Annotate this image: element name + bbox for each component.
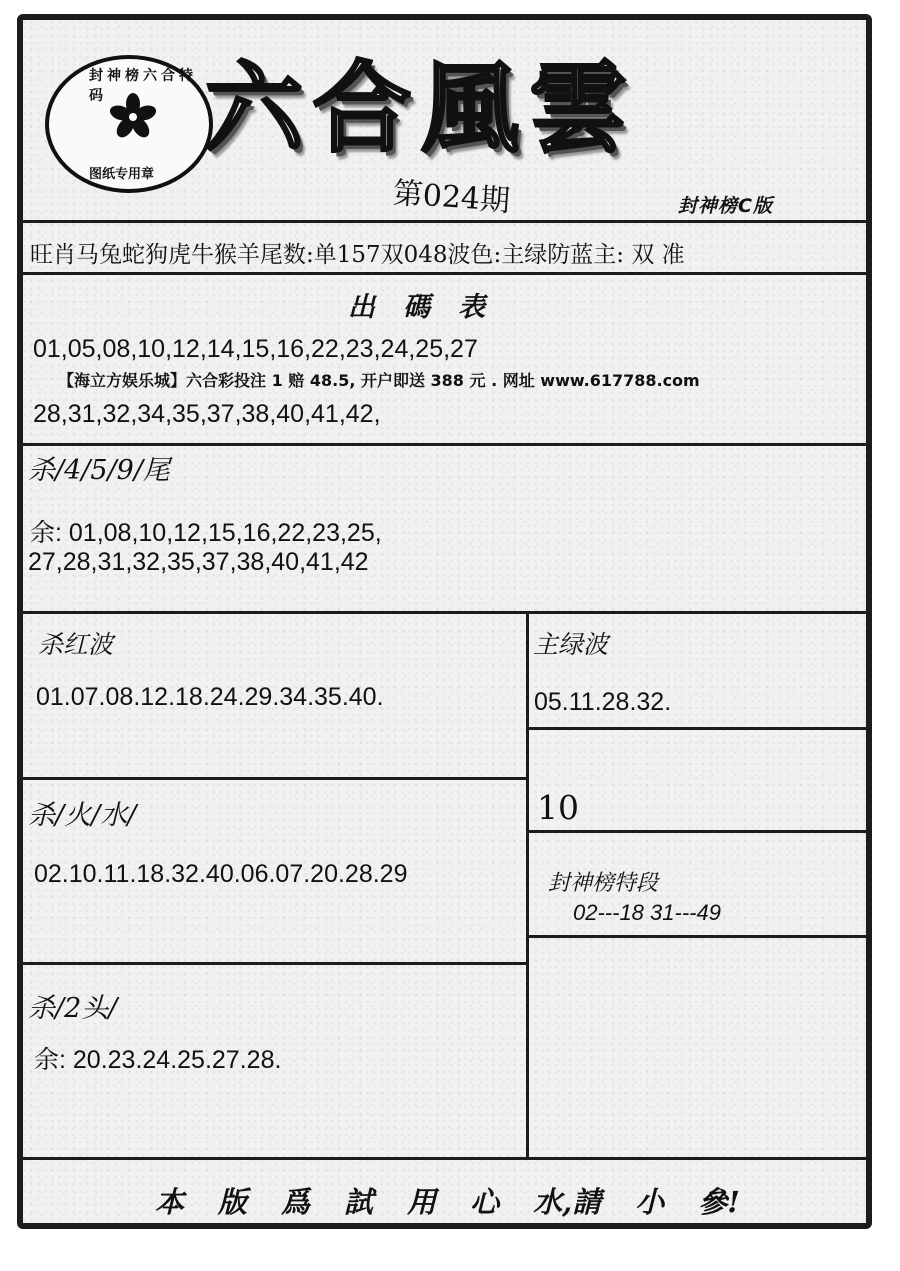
- special-segment-label: 封神榜特段: [548, 871, 659, 896]
- kill-red-numbers: 01.07.08.12.18.24.29.34.35.40.: [36, 683, 384, 711]
- divider-header: [23, 220, 866, 223]
- kill-head-numbers: 余: 20.23.24.25.27.28.: [34, 1046, 282, 1074]
- single-number: 10: [537, 788, 579, 827]
- kill-fire-water-label: 杀/火/水/: [28, 800, 137, 831]
- footer-char: 爲: [281, 1185, 311, 1219]
- divider-right-3: [528, 935, 866, 938]
- footer-char: 版: [218, 1185, 248, 1219]
- kill-fire-water-numbers: 02.10.11.18.32.40.06.07.20.28.29: [34, 860, 408, 888]
- prediction-line: 旺肖马兔蛇狗虎牛猴羊尾数:单157双048波色:主绿防蓝主: 双 准: [30, 242, 685, 268]
- ad-banner: 【海立方娱乐城】六合彩投注 1 赔 48.5, 开户即送 388 元 . 网址 www.617788.com: [58, 371, 700, 390]
- divider-left-2: [23, 962, 528, 965]
- divider-tail: [23, 611, 866, 614]
- code-table-line-1: 01,05,08,10,12,14,15,16,22,23,24,25,27: [33, 335, 478, 363]
- footer-char: 水,請: [533, 1185, 602, 1219]
- divider-left-1: [23, 777, 528, 780]
- tail-kill-line-2: 27,28,31,32,35,37,38,40,41,42: [28, 548, 369, 576]
- divider-right-1: [528, 727, 866, 730]
- footer-char: 參!: [698, 1185, 740, 1219]
- main-green-numbers: 05.11.28.32.: [534, 688, 672, 716]
- issue-number: 第024期: [391, 175, 512, 220]
- footer-char: 心: [470, 1185, 500, 1219]
- footer-char: 小: [635, 1185, 665, 1219]
- main-green-label: 主绿波: [533, 630, 609, 659]
- tail-kill-line-1: 余: 01,08,10,12,15,16,22,23,25,: [30, 519, 382, 547]
- kill-head-label: 杀/2头/: [28, 993, 118, 1024]
- divider-prediction: [23, 272, 866, 275]
- footer-char: 試: [344, 1185, 374, 1219]
- edition-label: 封神榜C版: [678, 195, 773, 217]
- seal-ring-text: 封神榜六合特码: [89, 68, 197, 104]
- footer-char: 用: [407, 1185, 437, 1219]
- page-title: 六合風雲: [205, 51, 638, 166]
- code-table-title: 出碼表: [348, 292, 513, 323]
- seal-sub-text: 图纸专用章: [89, 167, 155, 182]
- divider-columns: [526, 611, 529, 1159]
- tail-kill-label: 杀/4/5/9/尾: [28, 455, 170, 486]
- divider-code-table: [23, 443, 866, 446]
- kill-red-label: 杀红波: [38, 630, 114, 659]
- divider-right-2: [528, 830, 866, 833]
- footer-note: [155, 1180, 740, 1221]
- footer-char: 本: [155, 1185, 185, 1219]
- special-segment-value: 02---18 31---49: [573, 900, 721, 925]
- bauhinia-flower-icon: [109, 93, 157, 141]
- seal-stamp: [45, 55, 213, 193]
- divider-footer: [23, 1157, 866, 1160]
- code-table-line-2: 28,31,32,34,35,37,38,40,41,42,: [33, 400, 381, 428]
